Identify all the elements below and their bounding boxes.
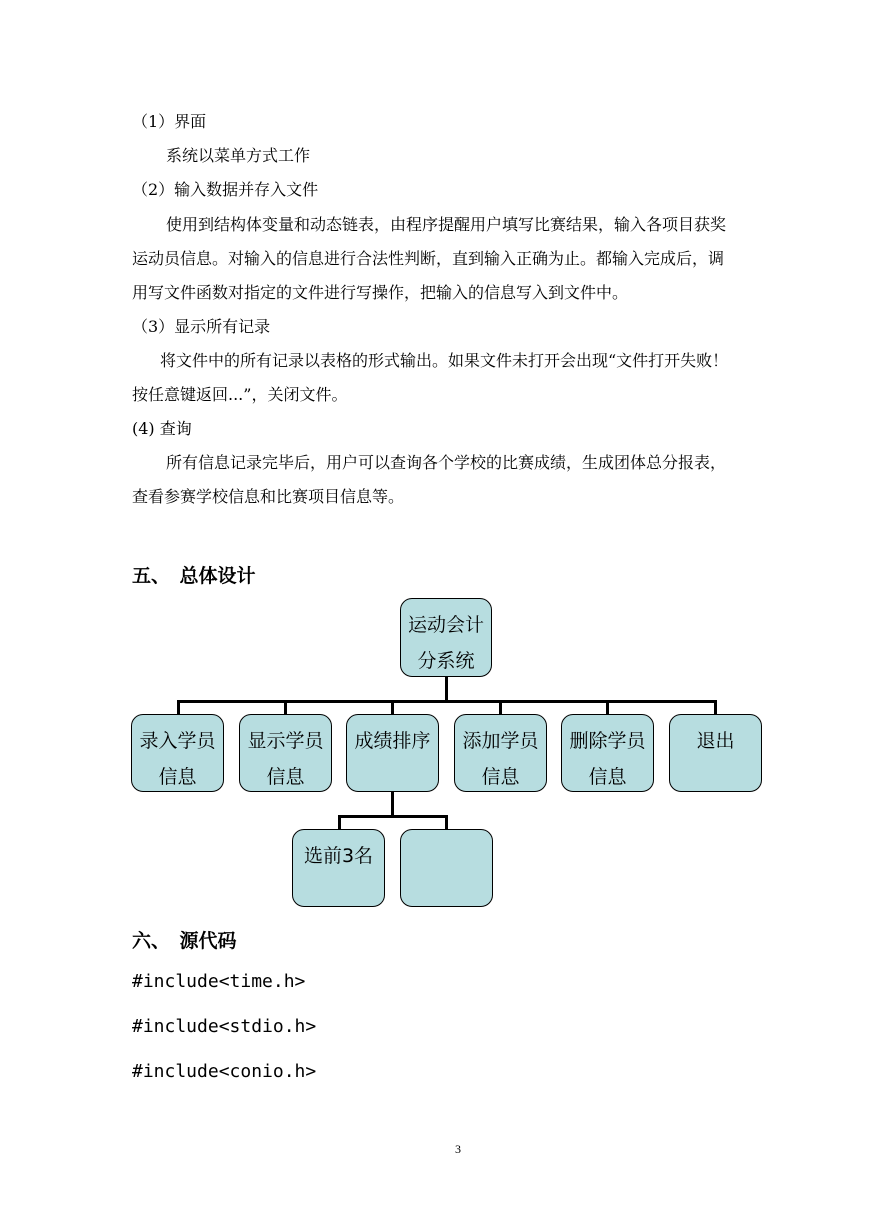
diagram-node-input — [131, 714, 224, 792]
diagram-node-sort — [346, 714, 439, 792]
page-number: 3 — [455, 1142, 461, 1156]
diagram-node-delete — [561, 714, 654, 792]
section-3-line-2: 按任意键返回...”，关闭文件。 — [132, 385, 348, 404]
section-2-line-3: 用写文件函数对指定的文件进行写操作，把输入的信息写入到文件中。 — [132, 283, 629, 302]
section-4-label: (4) 查询 — [132, 419, 192, 438]
connector-5 — [606, 700, 609, 715]
diagram-node-add-label: 添加学员信息 — [462, 730, 539, 788]
code-line-3: #include<conio.h> — [132, 1061, 317, 1082]
connector-4 — [499, 700, 502, 715]
connector-sub-2 — [445, 815, 448, 830]
heading-overall-design: 五、 总体设计 — [132, 565, 256, 587]
section-3-label: （3）显示所有记录 — [132, 317, 271, 336]
diagram-node-add — [454, 714, 547, 792]
diagram-node-top3-label: 选前3名 — [303, 845, 374, 867]
code-line-1: #include<time.h> — [132, 971, 306, 992]
connector-root-down — [445, 677, 448, 701]
section-2-line-1: 使用到结构体变量和动态链表，由程序提醒用户填写比赛结果，输入各项目获奖 — [166, 215, 727, 234]
section-4-line-1: 所有信息记录完毕后，用户可以查询各个学校的比赛成绩，生成团体总分报表， — [166, 453, 727, 472]
diagram-node-exit-label: 退出 — [696, 730, 735, 752]
connector-6 — [714, 700, 717, 715]
connector-2 — [284, 700, 287, 715]
connector-1 — [177, 700, 180, 715]
diagram-node-display — [239, 714, 332, 792]
diagram-node-exit — [669, 714, 762, 792]
heading-source-code: 六、 源代码 — [132, 930, 237, 952]
connector-horizontal — [177, 700, 717, 703]
diagram-node-display-label: 显示学员信息 — [247, 730, 324, 788]
connector-sort-down — [391, 792, 394, 816]
diagram-node-sort-label: 成绩排序 — [354, 730, 431, 752]
section-2-line-2: 运动员信息。对输入的信息进行合法性判断，直到输入正确为止。都输入完成后，调 — [132, 249, 725, 268]
section-4-line-2: 查看参赛学校信息和比赛项目信息等。 — [132, 487, 405, 506]
diagram-node-delete-label: 删除学员信息 — [569, 730, 646, 788]
code-line-2: #include<stdio.h> — [132, 1016, 317, 1037]
section-1-label: （1）界面 — [132, 112, 207, 131]
diagram-root-node — [400, 598, 492, 677]
connector-sub-1 — [338, 815, 341, 830]
connector-3 — [391, 700, 394, 715]
diagram-node-empty — [400, 829, 493, 907]
diagram-root-label: 运动会计分系统 — [407, 614, 484, 672]
section-1-text: 系统以菜单方式工作 — [166, 146, 311, 165]
connector-sub-horizontal — [338, 815, 448, 818]
diagram-node-input-label: 录入学员信息 — [139, 730, 216, 788]
section-2-label: （2）输入数据并存入文件 — [132, 180, 319, 199]
section-3-line-1: 将文件中的所有记录以表格的形式输出。如果文件未打开会出现“文件打开失败！ — [160, 351, 729, 370]
diagram-node-top3 — [292, 829, 385, 907]
